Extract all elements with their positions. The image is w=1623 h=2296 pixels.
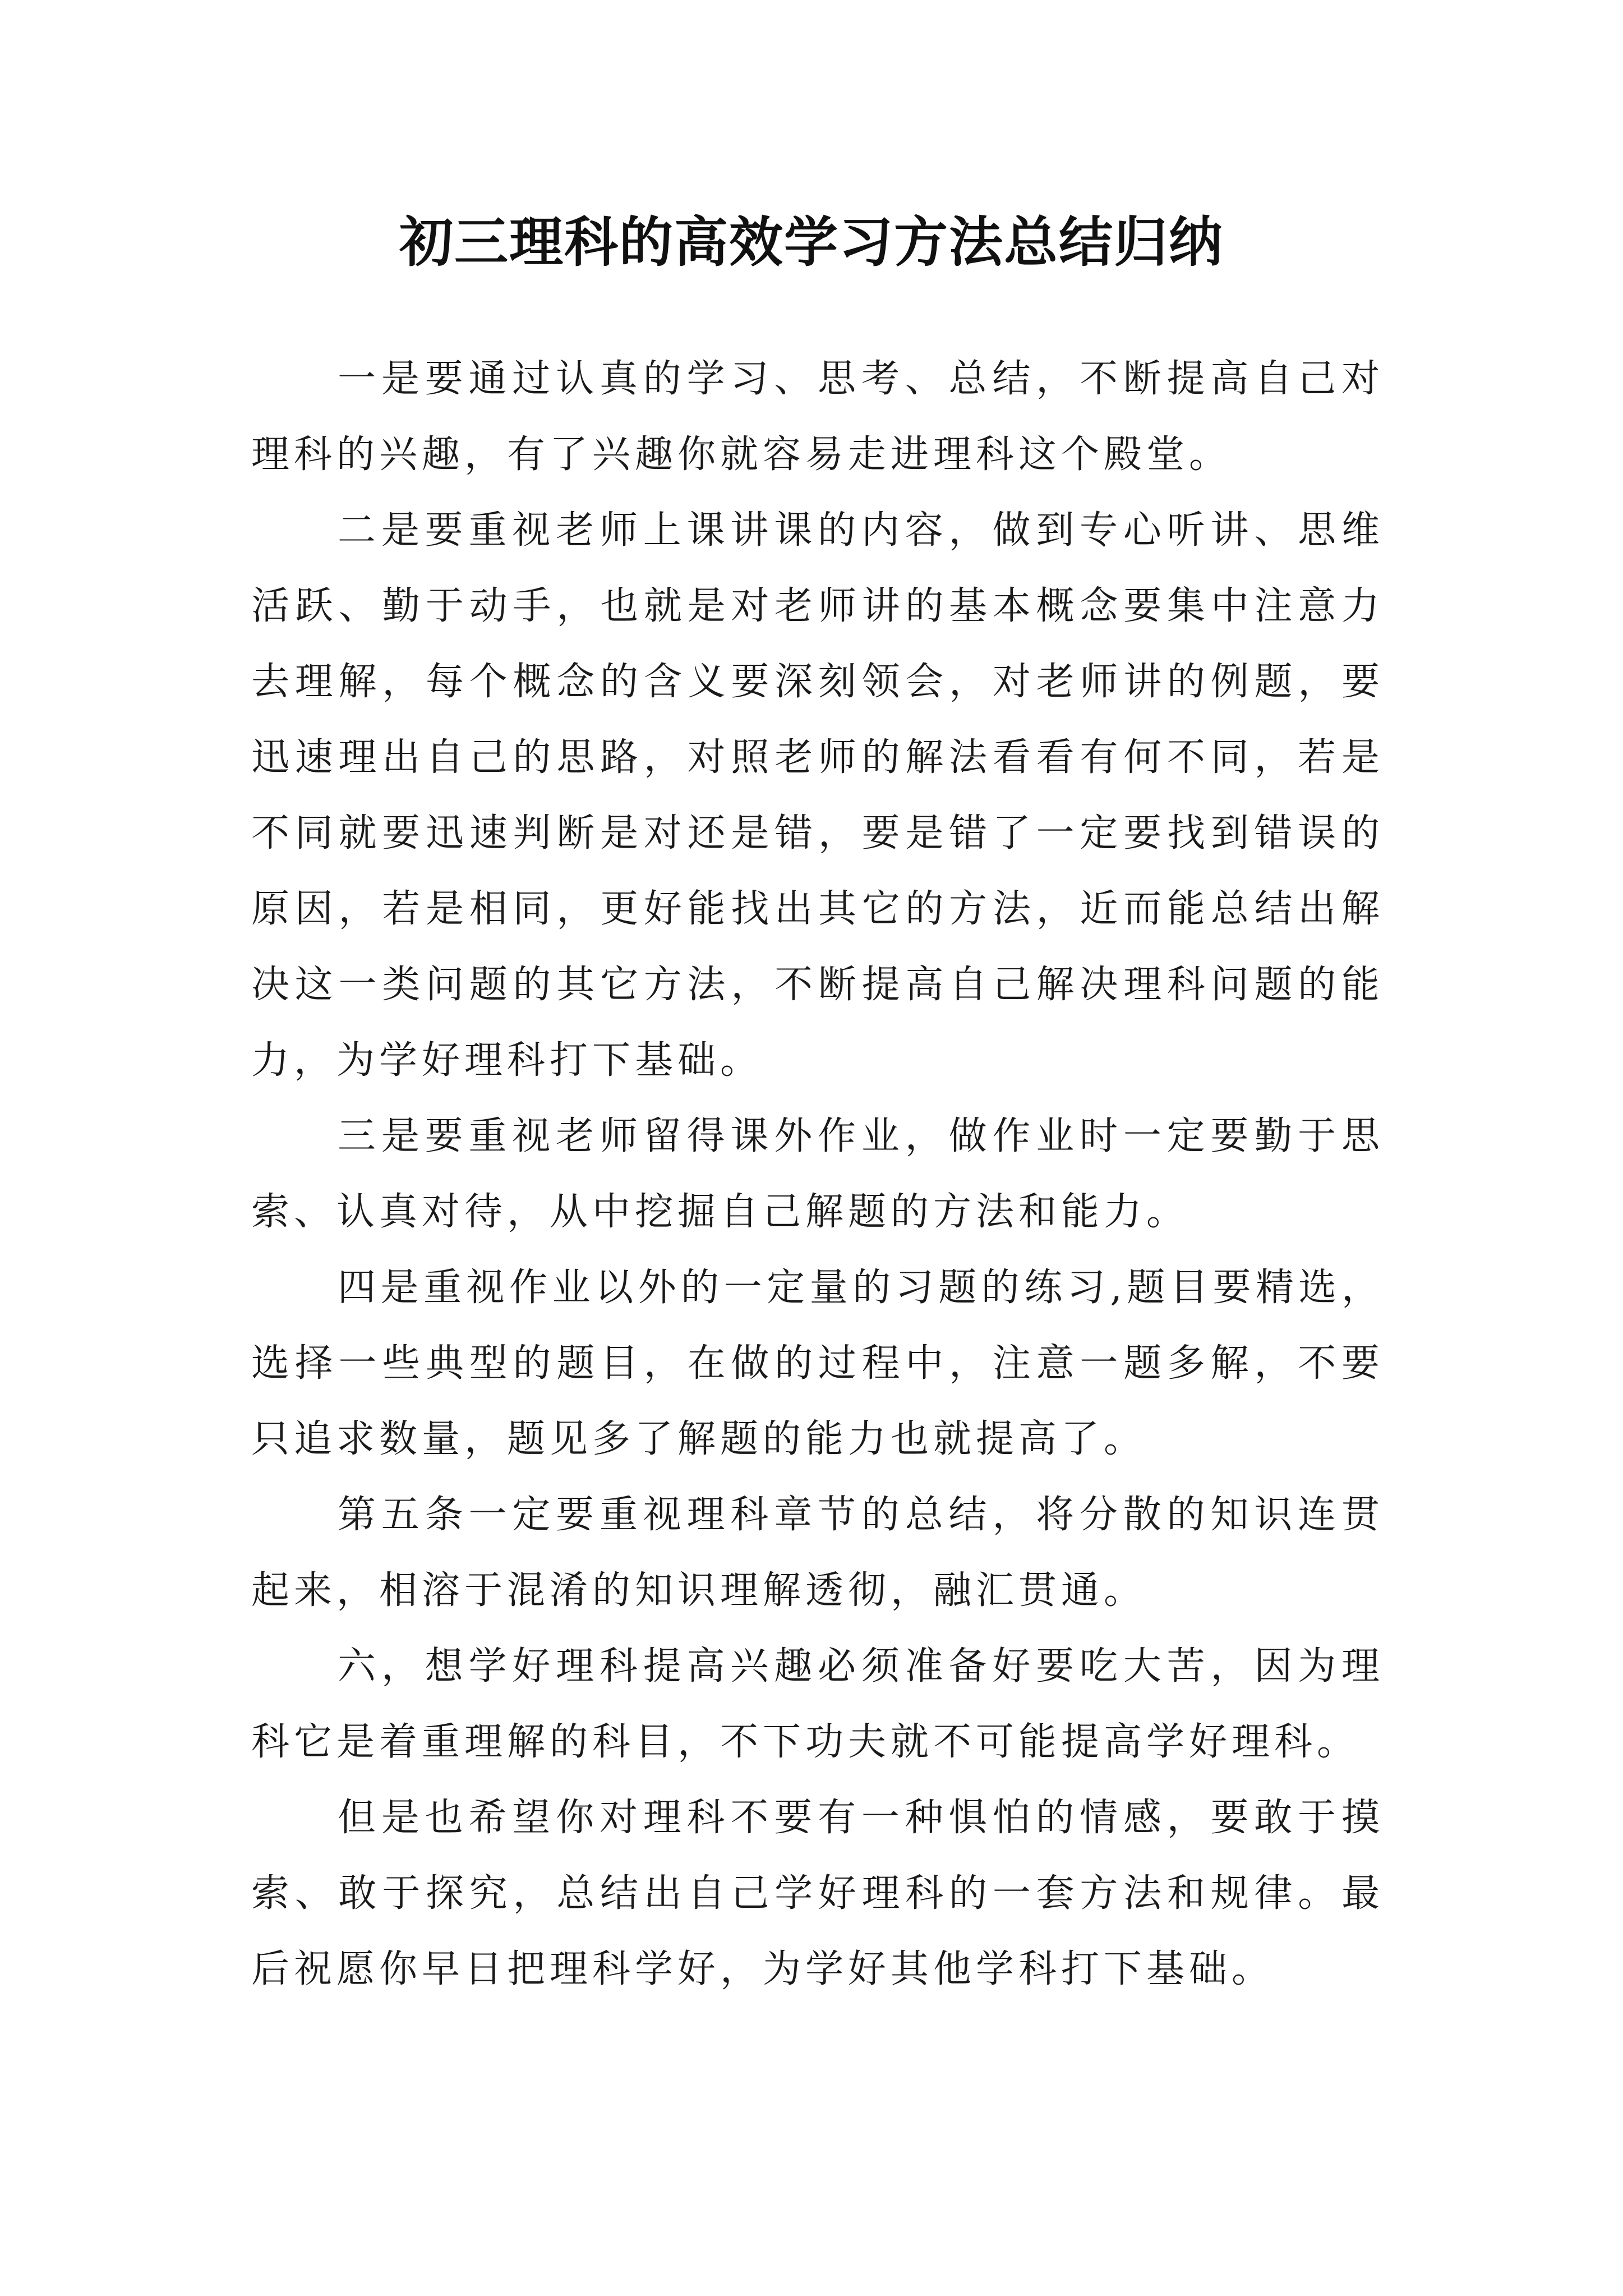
paragraph-7: 但是也希望你对理科不要有一种惧怕的情感，要敢于摸索、敢于探究，总结出自己学好理科的一套方法和规律。最后祝愿你早日把理科学好，为学好其他学科打下基础。 — [251, 1796, 1384, 1991]
document-title: 初三理科的高效学习方法总结归纳 — [399, 211, 1224, 274]
paragraph-5: 第五条一定要重视理科章节的总结，将分散的知识连贯起来，相溶于混淆的知识理解透彻，融汇贯通。 — [251, 1493, 1384, 1613]
paragraph-6: 六，想学好理科提高兴趣必须准备好要吃大苦，因为理科它是着重理解的科目，不下功夫就不可能提高学好理科。 — [251, 1644, 1384, 1764]
document-body — [251, 341, 1384, 2007]
paragraph-3: 三是要重视老师留得课外作业，做作业时一定要勤于思索、认真对待，从中挖掘自己解题的方法和能力。 — [251, 1114, 1384, 1234]
paragraph-2: 二是要重视老师上课讲课的内容，做到专心听讲、思维活跃、勤于动手，也就是对老师讲的基本概念要集中注意力去理解，每个概念的含义要深刻领会，对老师讲的例题，要迅速理出自己的思路，对照老师的解法看看有何不同，若是不同就要迅速判断是对还是错，要是错了一定要找到错误的原因，若是相同，更好能找出其它的方法，近而能总结出解决这一类问题的其它方法，不断提高自己解决理科问题的能力，为学好理科打下基础。 — [251, 508, 1384, 1083]
paragraph-4: 四是重视作业以外的一定量的习题的练习,题目要精选，选择一些典型的题目，在做的过程中，注意一题多解，不要只追求数量，题见多了解题的能力也就提高了。 — [251, 1266, 1384, 1461]
paragraph-1: 一是要通过认真的学习、思考、总结，不断提高自己对理科的兴趣，有了兴趣你就容易走进理科这个殿堂。 — [251, 357, 1384, 477]
